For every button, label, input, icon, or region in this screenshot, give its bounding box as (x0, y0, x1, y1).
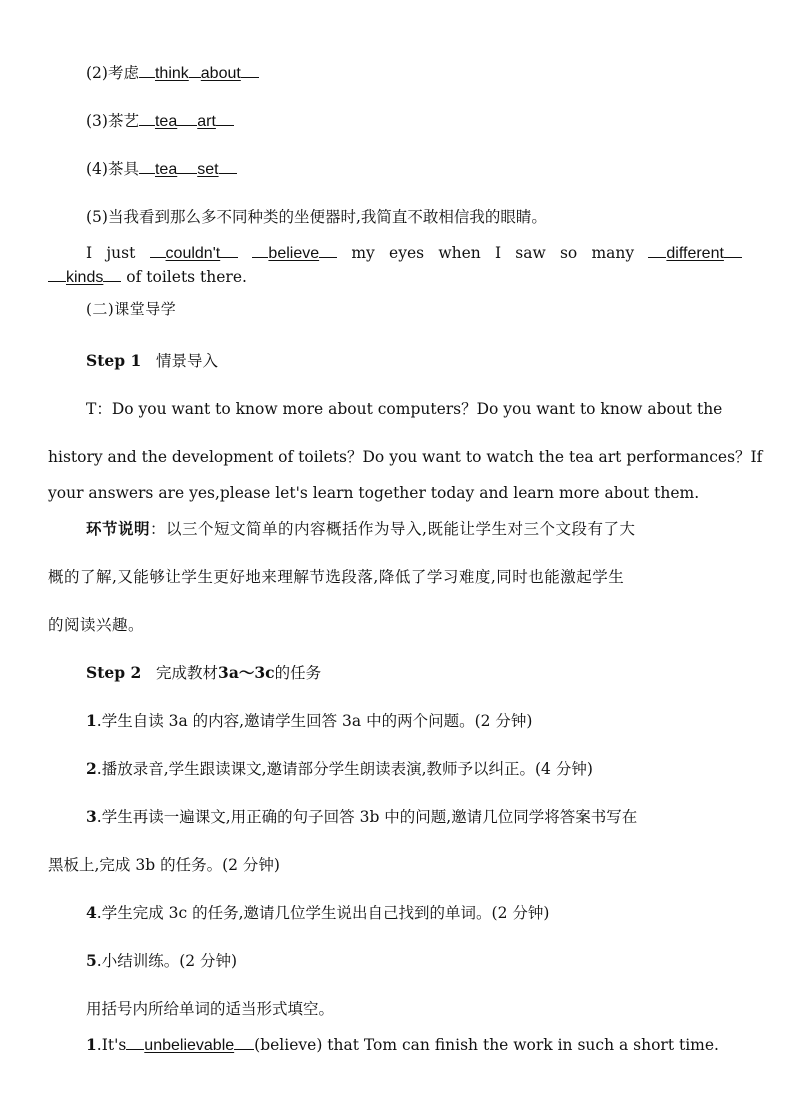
step1-text-line3: your answers are yes,please let's learn together today and learn more about them. (48, 484, 700, 502)
item-number: 5 (86, 951, 97, 970)
word: my (351, 244, 375, 262)
answer-word: set (197, 161, 219, 178)
item-text: 黑板上,完成 3b 的任务。(2 分钟) (48, 856, 280, 874)
word: many (591, 244, 635, 262)
blank-couldnt (150, 243, 239, 264)
step1-note-line2: 概的了解,又能够让学生更好地来理解节选段落,降低了学习难度,同时也能激起学生 (48, 568, 625, 586)
answer-word: unbelievable (144, 1037, 235, 1054)
item-text: .播放录音,学生跟读课文,邀请部分学生朗读表演,教师予以纠正。(4 分钟) (96, 760, 593, 778)
step-label: Step 2 (86, 663, 142, 682)
q5-english-line2 (48, 267, 247, 288)
step2-item-2 (86, 759, 593, 779)
step-label: Step 1 (86, 351, 142, 370)
step2-item-5 (86, 951, 237, 971)
word: so (559, 244, 578, 262)
item-text: .小结训练。(2 分钟) (96, 952, 238, 970)
blank-believe (252, 243, 337, 264)
vocab-item-4 (86, 159, 237, 180)
item-number: (2) (86, 64, 108, 82)
chinese-term: 考虑 (107, 64, 139, 82)
answer-word: kinds (66, 269, 104, 286)
note-label: 环节说明 (86, 519, 151, 538)
word: I (494, 244, 502, 262)
answer-word: about (200, 65, 241, 82)
answer-word: tea (154, 161, 178, 178)
step1-text-line2: history and the development of toilets？Do you want to watch the tea art performances？If (48, 448, 763, 466)
item-number: 1 (86, 711, 97, 730)
step-title-suffix: 的任务 (274, 664, 322, 682)
q5-chinese (86, 207, 547, 227)
step1-text-line1: T：Do you want to know more about computers？Do you want to know about the (86, 400, 723, 418)
q5-english-line1 (86, 243, 742, 264)
section-title: (二)课堂导学 (86, 300, 177, 318)
step-title: 完成教材 (156, 664, 219, 682)
item-number: 1 (86, 1035, 97, 1054)
step1-note-line3: 的阅读兴趣。 (48, 616, 145, 634)
item-number: 3 (86, 807, 97, 826)
item-text: .学生自读 3a 的内容,邀请学生回答 3a 中的两个问题。(2 分钟) (96, 712, 533, 730)
word: saw (515, 244, 546, 262)
item-text: .学生完成 3c 的任务,邀请几位学生说出自己找到的单词。(2 分钟) (96, 904, 550, 922)
step1-heading (86, 351, 218, 371)
step1-note-line1 (86, 519, 635, 539)
answer-word: think (154, 65, 189, 82)
item-text: .学生再读一遍课文,用正确的句子回答 3b 中的问题,邀请几位同学将答案书写在 (96, 808, 638, 826)
vocab-item-3 (86, 111, 234, 132)
q1-suffix: (believe) that Tom can finish the work in such a short time. (254, 1036, 719, 1054)
sentence-tail: of toilets there. (126, 268, 247, 286)
step2-item-1 (86, 711, 532, 731)
vocab-item-2 (86, 63, 259, 84)
answer-word: believe (268, 245, 320, 262)
item-number: (4) (86, 160, 108, 178)
chinese-term: 茶具 (107, 160, 139, 178)
exercise-instruction: 用括号内所给单词的适当形式填空。 (86, 1000, 335, 1018)
item-number: 2 (86, 759, 97, 778)
word: just (106, 244, 136, 262)
step2-item-3-cont (48, 855, 280, 875)
exercise-q1 (86, 1035, 719, 1056)
word: when (438, 244, 481, 262)
item-number: 4 (86, 903, 97, 922)
word: eyes (389, 244, 425, 262)
step-title: 情景导入 (156, 352, 219, 370)
step2-heading (86, 663, 321, 683)
answer-word: different (666, 245, 724, 262)
q1-prefix: .It's (96, 1036, 127, 1054)
q5-chinese-text: (5)当我看到那么多不同种类的坐便器时,我简直不敢相信我的眼睛。 (86, 208, 547, 226)
step2-item-4 (86, 903, 549, 923)
item-number: (3) (86, 112, 108, 130)
answer-word: tea (154, 113, 178, 130)
chinese-term: 茶艺 (107, 112, 139, 130)
step2-item-3 (86, 807, 637, 827)
answer-word: couldn't (165, 245, 221, 262)
word: I (86, 244, 93, 262)
step-title-number: 3a～3c (218, 663, 275, 682)
blank-different (648, 243, 742, 264)
note-text: ：以三个短文简单的内容概括作为导入,既能让学生对三个文段有了大 (150, 520, 636, 538)
answer-word: art (197, 113, 216, 130)
